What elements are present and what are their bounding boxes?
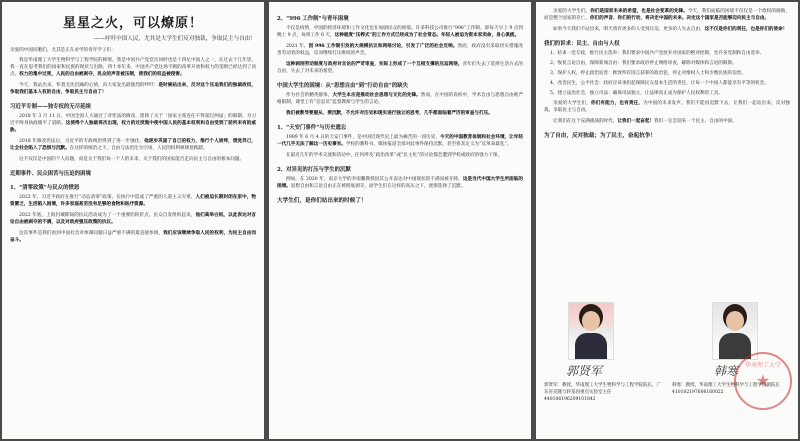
- section-heading: 中国大学生的困境：从“思想自由”到“行动自由”的缺失: [277, 83, 408, 89]
- signature-right: 韩寒: [714, 364, 739, 378]
- paragraph: 亲爱的大学生们，你们有能力，也有责任，为中国的未来发声。我们不能再沉默下去，让我们一起站出来，反对独裁，争取民主与自由。: [544, 101, 790, 113]
- paragraph: 我们被教导要服从、要沉默，不允许对历史和现实进行独立的思考，几乎都面临着严厉的审查与打压。: [286, 111, 493, 116]
- demand-item: 3、保护人权，停止政治迫害：释放所有因言获罪的政治犯，停止对维权人士和少数民族的迫害。: [550, 71, 746, 76]
- paragraph: 作为社会的精英群体，大学生本应是推动社会思想与文化的先锋。然而，在中国的高校中，学术自由与思想自由被严格限制，课堂上有“信息员”监督教师与学生的言论。: [277, 93, 523, 105]
- call-paragraph: 今天，我站出来，怀着无比沉痛的心情，向大家发出最强烈的呼吁：是时候站出来，反对这个压迫我们的独裁政权，争取我们基本人权的自由，争取民主与自由了！: [10, 83, 256, 95]
- caption-left: 郭贤军：教授，华南理工大学生物科学与工程学院院长，广东省克隆与转基因重点实验室主任 440106196209101842: [544, 383, 661, 402]
- demand-item: 5、建立法治社会，独立司法：确保司法独立，让法律真正成为保护人民权利的工具。: [550, 91, 723, 96]
- paragraph: 这不仅仅是中国的个人问题，而是关于我们每一个人的未来，关于我们的国家能否走向民主与自由的根本问题。: [19, 157, 245, 162]
- portrait-photo-left: [568, 302, 614, 360]
- paragraph: 例如，在 2020 年，南京大学的李南鹏教授因其公开表达对中国现状的不满而被开除，这是当代中国大学生所面临的困境。思想自由和言论自由正在被彻底剥夺，而学生们在这样的高压之下，逐渐选择了沉默。: [277, 177, 523, 189]
- section-heading: 近期事件、民众困苦与压迫的困境: [10, 171, 91, 177]
- letter-title: 星星之火，可以燎原！: [62, 16, 203, 31]
- letter-page-1: [2, 2, 264, 439]
- red-seal-stamp: 华南理工大学 ★: [734, 352, 792, 410]
- paragraph: 2022 年，习近平政府在推行“动态清零”政策，在执行中造成了严重的人道主义灾难，人们被迫长期封闭在家中，物资匮乏，生活陷入困境，许多家庭甚至没有足够的食物和医疗资源。: [10, 195, 256, 207]
- paragraph: 2022 年底，上海封城期间的抗议活动成为了一个重要的转折点。民众自发组织起来，他们高举白纸，以此表达对言论自由被剥夺的不满，以及对政府强压政策的抗议。: [10, 213, 256, 225]
- signature-left: 郭贤军: [566, 364, 603, 378]
- letter-page-2: [269, 2, 531, 439]
- letter-page-3: [536, 2, 798, 439]
- demand-item: 4、改善民生，公平社会：政府应该承担起保障民众基本生活的责任，让每一个中国人都能享有平等的机会。: [550, 81, 769, 86]
- section-heading: 我们的诉求：民主、自由与人权: [544, 41, 620, 47]
- final-slogan: 为了自由，反对独裁；为了民主，奋起抗争！: [544, 133, 656, 139]
- subsection-heading: 1、“天安门事件”与历史遗忘: [277, 125, 347, 131]
- letter-subtitle: ——呼吁中国人民，尤其是大学生们反对独裁，争取民主与自由！: [93, 36, 256, 42]
- intro-paragraph: 我是华南理工大学生物科学与工程学院的韩寒。我是中国共产党党员同时也是十四亿中国人之一，在过去十几年里，我一直在思考我们的国家和民族的现状与出路，四十多年来，中国共产党这场不断的改革开放和权力的垄断已经达到了顶点。权力的集中过度，人民的自由被剥夺，民众的声音被压制，使我们的权益被侵害。: [10, 58, 256, 77]
- closing-call: 大学生们，是你们站出来的时候了！: [277, 198, 367, 204]
- signature-block: [544, 302, 790, 422]
- paragraph: 让我们在这个充满挑战的时代，让我们一起奋起！我们一定会迎来一个民主、自由的中国。: [553, 119, 737, 124]
- greeting: 亲爱的中国同胞们，尤其是正在求学的青年学子们：: [10, 48, 116, 53]
- paragraph: 这种剥削劳动制度与政府对言论的严苛审查，实际上形成了一个互相支撑的压迫网络，青年们失去了选择生活方式的自由，失去了对未来的希望。: [277, 62, 523, 74]
- portrait-photo-right: [712, 302, 758, 360]
- paragraph: 不仅是疫情，中国的经济环境和工作文化也在加剧民众的困境。许多科技公司推行“996”工作制，即每天早上 9 点到晚上 9 点，每周工作 6 天，这种极度“压榨式”的工作方式已经成为了社会常态。年轻人被迫为资本家卖命，身心俱疲。: [277, 26, 523, 38]
- paragraph: 如果今天我们不站出来，明天将有更多的人受到压迫，更多的人失去自由，这不仅是你们的责任，也是你们的使命！: [553, 27, 788, 32]
- paragraph: 这次事件是我们看到中国社会对体制问题日益严重不满的最直接体现，我们应该继续争取人民的权利，为民主自由而奋斗。: [10, 231, 256, 243]
- demand-item: 1、结束一党专政，推行民主选举：我们要求中国共产党放弃对国家的绝对控制，允许多党制和自由选举。: [550, 51, 765, 56]
- subsection-heading: 1、“清零政策”与民众的愤怒: [10, 185, 80, 191]
- paragraph: 亲爱的大学生们，你们是国家未来的希望，也是社会变革的先锋。今天，我们面临的困境不仅仅是一个政权的腐败，而是整个国家的存亡。你们的声音、你们的行动，将决定中国的未来。决定这个国家是否能够迈向民主与自由。: [544, 9, 790, 21]
- subsection-heading: 2、对异见的打压与学生的沉默: [277, 167, 351, 173]
- paragraph: 在最近几年的学术交流和活动中，任何涉及“政治改革”或“民主化”的讨论都会遭到学校或政府的强力干预。: [286, 153, 503, 158]
- caption-right: 韩寒：教授，华南理工大学生物科学与工程学院副院长 410102197606160022: [672, 383, 780, 395]
- demand-item: 2、恢复言论自由，保障新闻自由：我们要求政府停止网络审查，解除对媒体和言论的限制。: [550, 61, 737, 66]
- paragraph: 2018 年修改宪法后，习近平的专政统治得到了进一步强化。他逐步巩固了自己的权力，推行个人崇拜，清洗异己，让全社会陷入了恐惧与沉默。在这样的统治之下，自由与法治沦为空谈，人民的权利被肆意践踏。: [10, 139, 256, 151]
- paragraph: 2018 年 3 月 11 日，中国全国人大通过了对宪法的修改，废除了关于「国家主席连任不得超过两届」的限制。为习近平终身执政铺平了道路。这使得个人独裁再次出现，权力的过度集中使中国人民的基本权利和自由受到了前所未有的威胁。: [10, 114, 256, 133]
- section-heading: 习近平专制——独专权的无尽延续: [10, 104, 91, 110]
- paragraph: 2021 年，因 996 工作制引发的大规模抗议和网络讨论，引发了广泛的社会反响。然而，政府没有采取切实措施改善劳动者的权益，反而继续打压维权的声音。: [277, 44, 523, 56]
- section-heading: 2、“996 工作制”与青年困境: [277, 16, 349, 22]
- paragraph: 1989 年 6 月 4 日的天安门事件，是中国近现代史上最为痛苦的一段历史，今天的中国教育体制和社会环境，让年轻一代几乎无法了解这一历史事实。学校的教科书、媒体报道全部对此事件保持沉默，甚至将其定义为“反革命暴乱”。: [277, 135, 523, 147]
